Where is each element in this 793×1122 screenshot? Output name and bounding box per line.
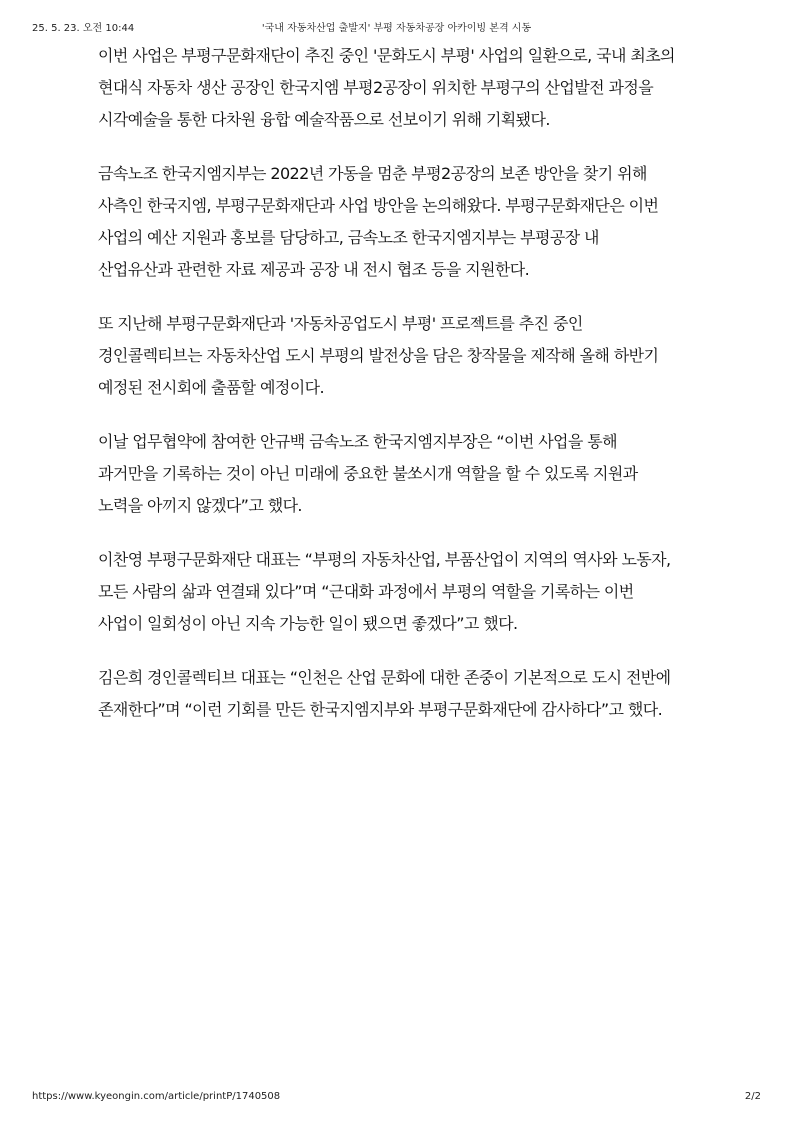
text-line: 금속노조 한국지엠지부는 2022년 가동을 멈춘 부평2공장의 보존 방안을 찾기 위해 — [98, 164, 647, 183]
text-line: 사업의 예산 지원과 홍보를 담당하고, 금속노조 한국지엠지부는 부평공장 내 — [98, 228, 599, 247]
text-line: 사업이 일회성이 아닌 지속 가능한 일이 됐으면 좋겠다”고 했다. — [98, 614, 518, 633]
article-paragraph — [98, 158, 708, 286]
page-number: 2/2 — [744, 1091, 761, 1102]
text-line: 김은희 경인콜렉티브 대표는 “인천은 산업 문화에 대한 존중이 기본적으로 도시 전반에 — [98, 668, 671, 687]
text-line: 존재한다”며 “이런 기회를 만든 한국지엠지부와 부평구문화재단에 감사하다”고 했다. — [98, 700, 663, 719]
text-line: 예정된 전시회에 출품할 예정이다. — [98, 378, 324, 397]
article-paragraph — [98, 308, 708, 404]
article-paragraph — [98, 662, 708, 726]
article-paragraph — [98, 40, 708, 136]
text-line: 노력을 아끼지 않겠다”고 했다. — [98, 496, 302, 515]
print-header — [0, 22, 793, 38]
text-line: 산업유산과 관련한 자료 제공과 공장 내 전시 협조 등을 지원한다. — [98, 260, 530, 279]
text-line: 경인콜렉티브는 자동차산업 도시 부평의 발전상을 담은 창작물을 제작해 올해 하반기 — [98, 346, 659, 365]
article-body — [98, 40, 708, 748]
text-line: 과거만을 기록하는 것이 아닌 미래에 중요한 불쏘시개 역할을 할 수 있도록 지원과 — [98, 464, 638, 483]
text-line: 이날 업무협약에 참여한 안규백 금속노조 한국지엠지부장은 “이번 사업을 통해 — [98, 432, 617, 451]
text-line: 또 지난해 부평구문화재단과 '자동차공업도시 부평' 프로젝트를 추진 중인 — [98, 314, 583, 333]
print-page-title: '국내 자동차산업 출발지' 부평 자동차공장 아카이빙 본격 시동 — [261, 23, 532, 34]
text-line: 이찬영 부평구문화재단 대표는 “부평의 자동차산업, 부품산업이 지역의 역사와 노동자, — [98, 550, 671, 569]
text-line: 모든 사람의 삶과 연결돼 있다”며 “근대화 과정에서 부평의 역할을 기록하는 이번 — [98, 582, 634, 601]
text-line: 사측인 한국지엠, 부평구문화재단과 사업 방안을 논의해왔다. 부평구문화재단은 이번 — [98, 196, 659, 215]
print-footer — [0, 1090, 793, 1104]
text-line: 현대식 자동차 생산 공장인 한국지엠 부평2공장이 위치한 부평구의 산업발전 과정을 — [98, 78, 654, 97]
print-datetime: 25. 5. 23. 오전 10:44 — [32, 23, 135, 34]
article-paragraph — [98, 544, 708, 640]
article-url: https://www.kyeongin.com/article/printP/1740508 — [32, 1091, 281, 1102]
article-paragraph — [98, 426, 708, 522]
text-line: 이번 사업은 부평구문화재단이 추진 중인 '문화도시 부평' 사업의 일환으로, 국내 최초의 — [98, 46, 675, 65]
text-line: 시각예술을 통한 다차원 융합 예술작품으로 선보이기 위해 기획됐다. — [98, 110, 550, 129]
